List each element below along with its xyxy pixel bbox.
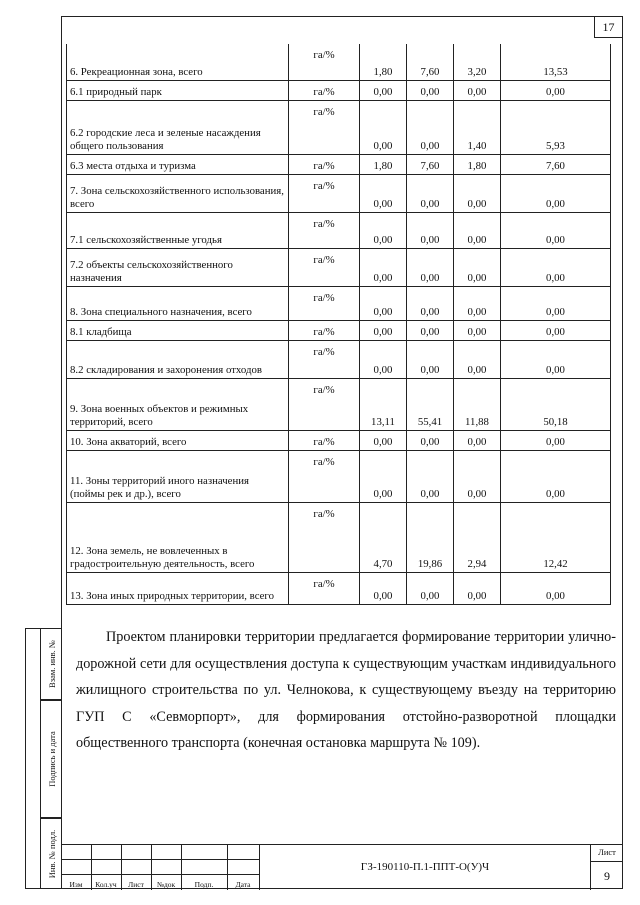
cell-name: 12. Зона земель, не вовлеченных в градостроительную деятельность, всего xyxy=(67,502,289,572)
cell-value-3: 0,00 xyxy=(454,572,501,604)
cell-value-3: 1,40 xyxy=(454,100,501,154)
cell-name: 8. Зона специального назначения, всего xyxy=(67,286,289,320)
cell-value-1: 0,00 xyxy=(360,212,407,248)
cell-value-1: 0,00 xyxy=(360,320,407,340)
table-row xyxy=(67,248,611,286)
cell-unit: га/% xyxy=(289,502,360,572)
cell-value-4: 7,60 xyxy=(501,154,611,174)
cell-value-3: 0,00 xyxy=(454,80,501,100)
cell-value-1: 0,00 xyxy=(360,572,407,604)
table-body xyxy=(67,44,611,604)
caption-ndok: №док xyxy=(156,880,176,889)
table-row xyxy=(67,430,611,450)
cell-value-4: 0,00 xyxy=(501,286,611,320)
cell-name: 7. Зона сельскохозяйственного использования, всего xyxy=(67,174,289,212)
caption-data: Дата xyxy=(235,880,251,889)
cell-unit: га/% xyxy=(289,572,360,604)
cell-unit: га/% xyxy=(289,430,360,450)
title-block xyxy=(61,844,623,890)
table-row xyxy=(67,44,611,80)
cell-value-3: 0,00 xyxy=(454,430,501,450)
table-row xyxy=(67,286,611,320)
cell-value-2: 0,00 xyxy=(407,572,454,604)
cell-unit: га/% xyxy=(289,154,360,174)
cell-value-3: 2,94 xyxy=(454,502,501,572)
side-label-vzam: Взам. инв. № xyxy=(46,640,57,688)
side-strip xyxy=(25,628,41,889)
cell-name: 6.2 городские леса и зеленые насаждения общего пользования xyxy=(67,100,289,154)
cell-name: 9. Зона военных объектов и режимных территорий, всего xyxy=(67,378,289,430)
cell-unit: га/% xyxy=(289,174,360,212)
paragraph-text: Проектом планировки территории предлагается формирование территории улично-дорожной сети для осуществления доступа к существующим участкам индивидуального жилищного строительства по ул. Челнокова, к существующему въезду на территорию ГУП С «Севморпорт», для формирования отстойно-разворотной площадки общественного транспорта (конечная остановка маршрута № 109). xyxy=(76,629,616,751)
table-row xyxy=(67,502,611,572)
cell-value-4: 12,42 xyxy=(501,502,611,572)
cell-value-1: 0,00 xyxy=(360,286,407,320)
cell-unit: га/% xyxy=(289,320,360,340)
cell-value-4: 13,53 xyxy=(501,44,611,80)
cell-unit: га/% xyxy=(289,100,360,154)
cell-value-4: 0,00 xyxy=(501,212,611,248)
cell-value-4: 0,00 xyxy=(501,430,611,450)
cell-value-2: 0,00 xyxy=(407,320,454,340)
cell-value-3: 0,00 xyxy=(454,320,501,340)
cell-value-2: 55,41 xyxy=(407,378,454,430)
cell-unit: га/% xyxy=(289,286,360,320)
cell-unit: га/% xyxy=(289,378,360,430)
cell-value-3: 1,80 xyxy=(454,154,501,174)
side-label-podpis: Подпись и дата xyxy=(46,731,57,787)
cell-name: 6. Рекреационная зона, всего xyxy=(67,44,289,80)
table-row xyxy=(67,174,611,212)
side-field-inv xyxy=(40,818,62,889)
table-row xyxy=(67,212,611,248)
body-paragraph xyxy=(76,624,616,757)
cell-unit: га/% xyxy=(289,44,360,80)
cell-value-1: 0,00 xyxy=(360,248,407,286)
sheet-number: 9 xyxy=(591,861,623,891)
cell-name: 13. Зона иных природных территории, всего xyxy=(67,572,289,604)
table-row xyxy=(67,572,611,604)
caption-podp: Подп. xyxy=(194,880,214,889)
cell-name: 6.3 места отдыха и туризма xyxy=(67,154,289,174)
cell-value-4: 0,00 xyxy=(501,320,611,340)
cell-name: 11. Зоны территорий иного назначения (поймы рек и др.), всего xyxy=(67,450,289,502)
table-row xyxy=(67,100,611,154)
cell-value-4: 50,18 xyxy=(501,378,611,430)
cell-value-1: 1,80 xyxy=(360,44,407,80)
cell-value-2: 7,60 xyxy=(407,154,454,174)
cell-value-4: 0,00 xyxy=(501,80,611,100)
cell-name: 8.2 складирования и захоронения отходов xyxy=(67,340,289,378)
cell-value-2: 0,00 xyxy=(407,100,454,154)
cell-value-4: 5,93 xyxy=(501,100,611,154)
cell-value-2: 0,00 xyxy=(407,430,454,450)
cell-value-2: 0,00 xyxy=(407,174,454,212)
sheet-label: Лист xyxy=(598,847,616,857)
table-row xyxy=(67,340,611,378)
table-row xyxy=(67,450,611,502)
cell-value-2: 0,00 xyxy=(407,212,454,248)
cell-unit: га/% xyxy=(289,248,360,286)
cell-value-2: 7,60 xyxy=(407,44,454,80)
table-row xyxy=(67,378,611,430)
cell-value-2: 0,00 xyxy=(407,248,454,286)
cell-unit: га/% xyxy=(289,212,360,248)
side-label-inv: Инв. № подл. xyxy=(46,829,57,878)
cell-value-3: 3,20 xyxy=(454,44,501,80)
cell-value-2: 0,00 xyxy=(407,286,454,320)
cell-value-2: 0,00 xyxy=(407,450,454,502)
cell-value-4: 0,00 xyxy=(501,340,611,378)
table-row xyxy=(67,154,611,174)
table-row xyxy=(67,320,611,340)
cell-value-1: 4,70 xyxy=(360,502,407,572)
cell-value-1: 1,80 xyxy=(360,154,407,174)
cell-value-3: 0,00 xyxy=(454,450,501,502)
cell-name: 6.1 природный парк xyxy=(67,80,289,100)
caption-kol-uch: Кол.уч xyxy=(95,880,117,889)
page-number: 17 xyxy=(594,16,623,38)
cell-value-2: 0,00 xyxy=(407,340,454,378)
caption-list: Лист xyxy=(128,880,144,889)
cell-value-3: 0,00 xyxy=(454,212,501,248)
document-code: ГЗ-190110-П.1-ППТ-О(У)Ч xyxy=(259,845,591,890)
cell-value-3: 0,00 xyxy=(454,174,501,212)
cell-value-3: 0,00 xyxy=(454,286,501,320)
title-block-grid xyxy=(61,845,259,890)
cell-name: 7.1 сельскохозяйственные угодья xyxy=(67,212,289,248)
cell-name: 7.2 объекты сельскохозяйственного назначения xyxy=(67,248,289,286)
cell-value-1: 0,00 xyxy=(360,174,407,212)
cell-value-3: 0,00 xyxy=(454,340,501,378)
cell-value-3: 0,00 xyxy=(454,248,501,286)
cell-value-1: 0,00 xyxy=(360,340,407,378)
cell-unit: га/% xyxy=(289,450,360,502)
cell-value-2: 0,00 xyxy=(407,80,454,100)
cell-unit: га/% xyxy=(289,340,360,378)
cell-value-3: 11,88 xyxy=(454,378,501,430)
cell-name: 10. Зона акваторий, всего xyxy=(67,430,289,450)
land-balance-table xyxy=(66,44,611,605)
side-field-vzam xyxy=(40,628,62,700)
cell-value-2: 19,86 xyxy=(407,502,454,572)
cell-value-1: 0,00 xyxy=(360,80,407,100)
cell-value-4: 0,00 xyxy=(501,174,611,212)
table-row xyxy=(67,80,611,100)
cell-unit: га/% xyxy=(289,80,360,100)
cell-value-4: 0,00 xyxy=(501,450,611,502)
side-field-podpis xyxy=(40,700,62,818)
cell-value-1: 0,00 xyxy=(360,100,407,154)
cell-value-1: 0,00 xyxy=(360,430,407,450)
caption-izm: Изм xyxy=(69,880,83,889)
cell-value-4: 0,00 xyxy=(501,572,611,604)
cell-value-1: 0,00 xyxy=(360,450,407,502)
cell-name: 8.1 кладбища xyxy=(67,320,289,340)
cell-value-4: 0,00 xyxy=(501,248,611,286)
cell-value-1: 13,11 xyxy=(360,378,407,430)
